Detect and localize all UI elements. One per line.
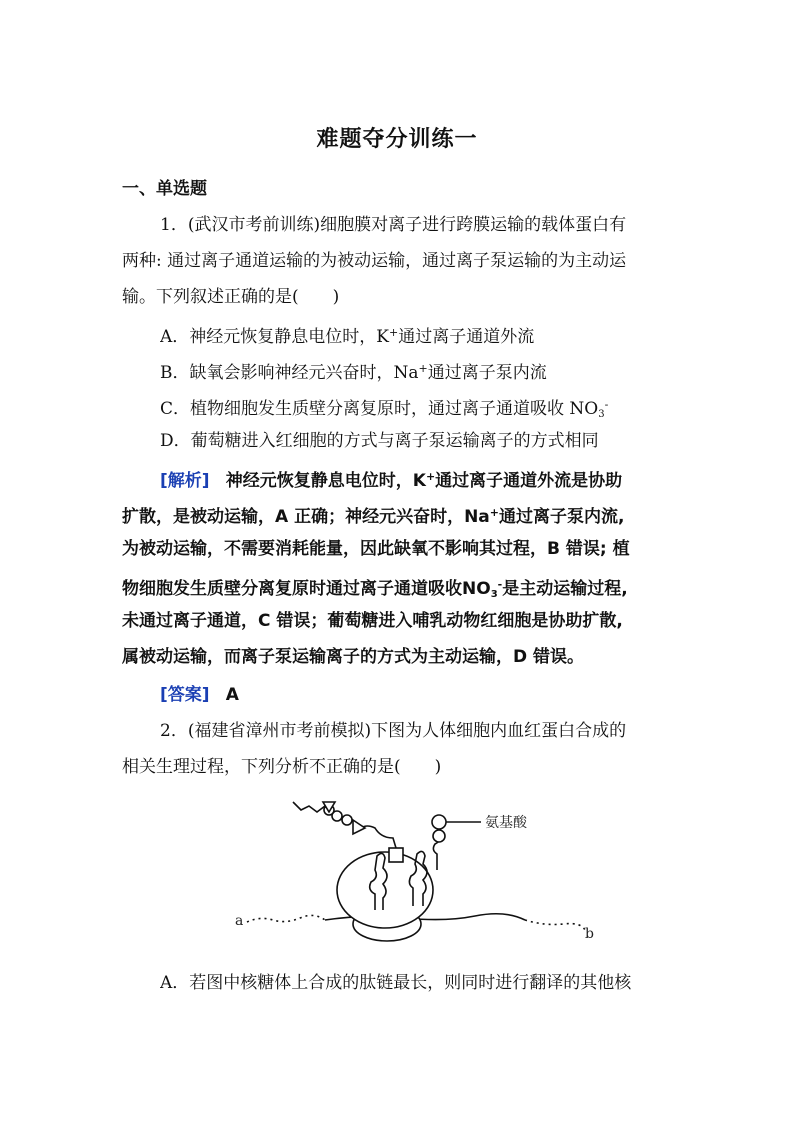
analysis-l2-post: 通过离子泵内流,	[499, 507, 625, 527]
answer-tag: [答案]	[160, 685, 210, 705]
q1-line-1: 1．(武汉市考前训练)细胞膜对离子进行跨膜运输的载体蛋白有	[160, 215, 627, 235]
peptide-zigzag	[293, 802, 325, 812]
amino-acid-square	[389, 848, 403, 862]
q2-option-a: A．若图中核糖体上合成的肽链最长，则同时进行翻译的其他核	[160, 973, 632, 993]
analysis-line-1	[160, 466, 682, 492]
analysis-l4-pre: 物细胞发生质壁分离复原时通过离子通道吸收NO	[122, 579, 491, 599]
peptide-triangle	[353, 820, 365, 834]
ribosome-translation-figure	[225, 798, 605, 948]
subscript-3: 3	[490, 589, 498, 600]
analysis-l2-pre: 扩散，是被动运输，A 正确；神经元兴奋时，Na	[122, 507, 490, 527]
q1-option-a-post: 通过离子通道外流	[398, 327, 535, 347]
page-title: 难题夺分训练一	[316, 127, 478, 152]
superscript-plus: +	[418, 362, 428, 375]
analysis-tag: [解析]	[160, 471, 210, 491]
superscript-plus: +	[489, 506, 499, 519]
section-heading: 一、单选题	[122, 179, 207, 199]
analysis-line-2	[122, 502, 682, 528]
q1-option-c	[160, 394, 682, 426]
superscript-minus: -	[497, 578, 503, 591]
analysis-line-4	[122, 574, 682, 606]
q1-option-d: D．葡萄糖进入红细胞的方式与离子泵运输离子的方式相同	[160, 431, 599, 451]
amino-acid-circle-2	[433, 830, 445, 842]
answer-value: A	[225, 685, 239, 705]
q1-option-c-pre: C．植物细胞发生质壁分离复原时，通过离子通道吸收 NO	[160, 399, 599, 419]
peptide-chain	[361, 826, 396, 848]
mrna-dotted-left	[247, 915, 325, 922]
label-amino-acid: 氨基酸	[485, 815, 527, 831]
q2-line-2: 相关生理过程，下列分析不正确的是( )	[122, 757, 442, 777]
superscript-minus: -	[604, 398, 609, 411]
mrna-dotted-right	[525, 920, 585, 930]
analysis-l1-post: 通过离子通道外流是协助	[435, 471, 623, 491]
q1-option-b	[160, 358, 682, 384]
label-a: a	[235, 913, 244, 929]
superscript-plus: +	[425, 470, 436, 483]
analysis-l1-pre: 神经元恢复静息电位时，K	[225, 471, 426, 491]
ribosome-large-subunit	[337, 852, 433, 928]
q1-line-3: 输。下列叙述正确的是( )	[122, 287, 340, 307]
label-b: b	[585, 926, 594, 942]
q1-line-2: 两种: 通过离子通道运输的为被动运输，通过离子泵运输的为主动运	[122, 251, 627, 271]
answer-line	[160, 684, 682, 706]
analysis-l4-post: 是主动运输过程,	[502, 579, 628, 599]
q1-option-b-post: 通过离子泵内流	[427, 363, 547, 383]
peptide-bead-1	[342, 815, 352, 825]
q1-option-a	[160, 322, 682, 348]
analysis-line-3: 为被动运输，不需要消耗能量，因此缺氧不影响其过程，B 错误; 植	[122, 539, 630, 559]
q1-option-a-pre: A．神经元恢复静息电位时，K	[160, 327, 389, 347]
superscript-plus: +	[388, 326, 399, 339]
analysis-line-6: 属被动运输，而离子泵运输离子的方式为主动运输，D 错误。	[122, 647, 585, 667]
analysis-line-5: 未通过离子通道，C 错误；葡萄糖进入哺乳动物红细胞是协助扩散,	[122, 611, 623, 631]
amino-acid-circle-1	[432, 815, 446, 829]
q1-option-b-pre: B．缺氧会影响神经元兴奋时，Na	[160, 363, 419, 383]
subscript-3: 3	[598, 409, 605, 420]
q2-line-1: 2．(福建省漳州市考前模拟)下图为人体细胞内血红蛋白合成的	[160, 721, 627, 741]
